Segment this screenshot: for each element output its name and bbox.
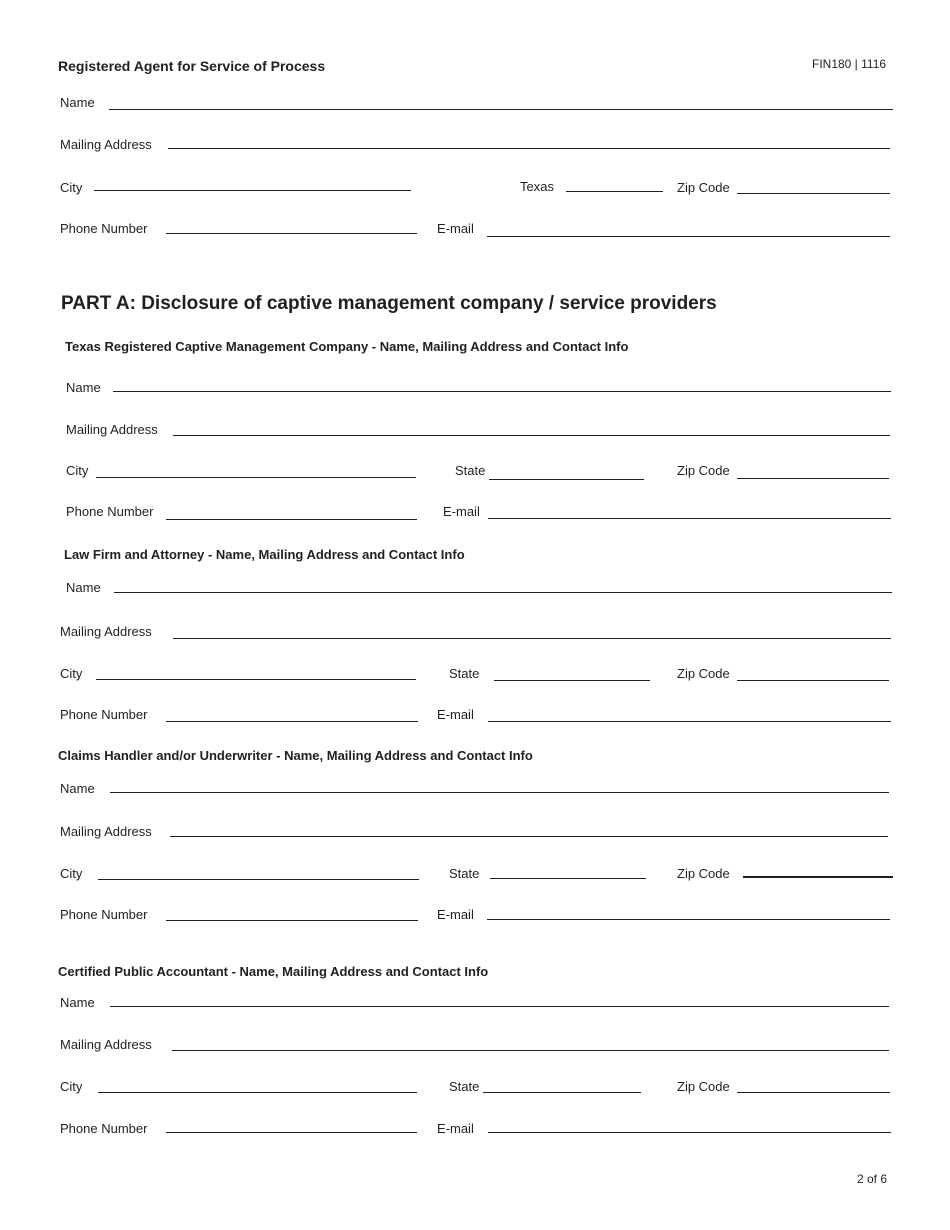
captive-mailing-address-field[interactable] [173, 435, 890, 436]
part-a-title: PART A: Disclosure of captive management company / service providers [61, 293, 717, 314]
claims-name-label: Name [60, 781, 95, 796]
agent-city-field[interactable] [94, 190, 411, 191]
page-number: 2 of 6 [857, 1172, 888, 1186]
captive-name-label: Name [66, 380, 101, 395]
law-state-label: State [449, 666, 480, 681]
captive-email-field[interactable] [488, 518, 891, 519]
cpa-state-field[interactable] [483, 1092, 641, 1093]
captive-zip-field[interactable] [737, 478, 889, 479]
cpa-city-label: City [60, 1079, 83, 1094]
agent-name-label: Name [60, 95, 95, 110]
agent-city-label: City [60, 180, 83, 195]
cpa-city-field[interactable] [98, 1092, 417, 1093]
cpa-mailing-address-field[interactable] [172, 1050, 889, 1051]
captive-state-field[interactable] [489, 479, 644, 480]
agent-mailing-address-field[interactable] [168, 148, 890, 149]
cpa-email-label: E-mail [437, 1121, 474, 1136]
cpa-phone-label: Phone Number [60, 1121, 148, 1136]
agent-email-label: E-mail [437, 221, 474, 236]
cpa-state-label: State [449, 1079, 480, 1094]
law-phone-label: Phone Number [60, 707, 148, 722]
captive-phone-label: Phone Number [66, 504, 154, 519]
captive-city-field[interactable] [96, 477, 416, 478]
law-city-label: City [60, 666, 83, 681]
law-city-field[interactable] [96, 679, 416, 680]
captive-state-label: State [455, 463, 486, 478]
claims-name-field[interactable] [110, 792, 889, 793]
law-name-label: Name [66, 580, 101, 595]
claims-mailing-address-field[interactable] [170, 836, 888, 837]
law-mailing-address-label: Mailing Address [60, 624, 152, 639]
cpa-mailing-address-label: Mailing Address [60, 1037, 152, 1052]
law-firm-heading: Law Firm and Attorney - Name, Mailing Address and Contact Info [64, 547, 465, 562]
captive-name-field[interactable] [113, 391, 891, 392]
form-id: FIN180 | 1116 [812, 57, 887, 71]
claims-zip-label: Zip Code [677, 866, 730, 881]
law-name-field[interactable] [114, 592, 892, 593]
law-email-field[interactable] [488, 721, 891, 722]
claims-state-field[interactable] [490, 878, 646, 879]
cpa-email-field[interactable] [488, 1132, 891, 1133]
captive-email-label: E-mail [443, 504, 480, 519]
cpa-heading: Certified Public Accountant - Name, Mailing Address and Contact Info [58, 964, 489, 979]
law-zip-field[interactable] [737, 680, 889, 681]
agent-zip-field[interactable] [737, 193, 890, 194]
claims-city-field[interactable] [98, 879, 419, 880]
law-email-label: E-mail [437, 707, 474, 722]
captive-city-label: City [66, 463, 89, 478]
cpa-name-field[interactable] [110, 1006, 889, 1007]
agent-mailing-address-label: Mailing Address [60, 137, 152, 152]
claims-state-label: State [449, 866, 480, 881]
claims-phone-field[interactable] [166, 920, 418, 921]
agent-zip-label: Zip Code [677, 180, 730, 195]
captive-phone-field[interactable] [166, 519, 417, 520]
claims-mailing-address-label: Mailing Address [60, 824, 152, 839]
agent-texas-field[interactable] [566, 191, 663, 192]
captive-mgmt-heading: Texas Registered Captive Management Company - Name, Mailing Address and Contact Info [65, 339, 629, 354]
claims-zip-field[interactable] [743, 876, 893, 878]
claims-city-label: City [60, 866, 83, 881]
agent-state-texas-label: Texas [520, 179, 554, 194]
section-title-registered-agent: Registered Agent for Service of Process [58, 58, 326, 74]
cpa-phone-field[interactable] [166, 1132, 417, 1133]
agent-phone-field[interactable] [166, 233, 417, 234]
law-zip-label: Zip Code [677, 666, 730, 681]
agent-name-field[interactable] [109, 109, 893, 110]
claims-phone-label: Phone Number [60, 907, 148, 922]
captive-zip-label: Zip Code [677, 463, 730, 478]
law-mailing-address-field[interactable] [173, 638, 891, 639]
agent-email-field[interactable] [487, 236, 890, 237]
captive-mailing-address-label: Mailing Address [66, 422, 158, 437]
cpa-zip-label: Zip Code [677, 1079, 730, 1094]
cpa-name-label: Name [60, 995, 95, 1010]
law-state-field[interactable] [494, 680, 650, 681]
law-phone-field[interactable] [166, 721, 418, 722]
claims-email-field[interactable] [487, 919, 890, 920]
cpa-zip-field[interactable] [737, 1092, 890, 1093]
claims-email-label: E-mail [437, 907, 474, 922]
claims-heading: Claims Handler and/or Underwriter - Name, Mailing Address and Contact Info [58, 748, 533, 763]
agent-phone-label: Phone Number [60, 221, 148, 236]
